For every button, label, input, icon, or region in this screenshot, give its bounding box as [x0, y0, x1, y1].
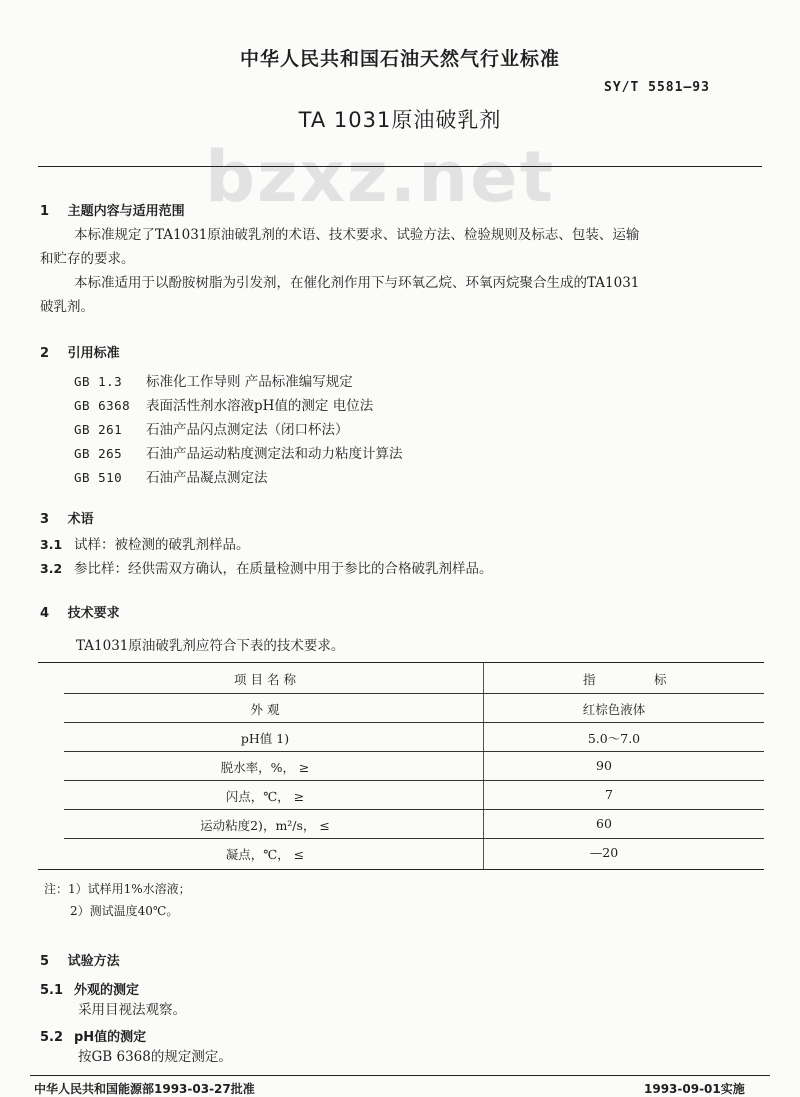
- section-1-title: 主题内容与适用范围: [67, 204, 185, 219]
- section-5-heading: [40, 950, 120, 969]
- table-row-item: 运动粘度2)，m²/s， ≤: [200, 818, 330, 833]
- section-2-heading: [40, 342, 120, 361]
- reference-title: 表面活性剂水溶液pH值的测定 电位法: [146, 398, 374, 414]
- subsection-5-2-heading: [40, 1026, 146, 1045]
- section-1-para1-line2: 和贮存的要求。: [40, 251, 135, 267]
- term-number: 3.1: [40, 537, 63, 552]
- table-row-item: 外 观: [250, 702, 280, 717]
- table-header-divider: [64, 693, 764, 694]
- reference-code: GB 261: [74, 422, 123, 437]
- section-4-title: 技术要求: [67, 606, 120, 621]
- subsection-5-1-number: 5.1: [40, 983, 64, 998]
- org-title: 中华人民共和国石油天然气行业标准: [239, 48, 560, 70]
- section-2-number: 2: [40, 346, 50, 361]
- table-row-value: 7: [605, 787, 613, 802]
- section-1-heading: [40, 200, 185, 219]
- reference-item: [74, 370, 353, 390]
- subsection-5-2-title: pH值的测定: [74, 1030, 147, 1045]
- table-row-item: pH值 1): [240, 731, 290, 746]
- section-4-intro: TA1031原油破乳剂应符合下表的技术要求。: [76, 638, 345, 654]
- section-5-number: 5: [40, 954, 50, 969]
- section-2-title: 引用标准: [67, 346, 120, 361]
- term-item: [40, 533, 250, 557]
- reference-title: 石油产品运动粘度测定法和动力粘度计算法: [146, 446, 403, 462]
- subsection-5-2-number: 5.2: [40, 1030, 64, 1045]
- term-item: [40, 557, 493, 581]
- table-row-divider: [64, 838, 764, 839]
- term-text: 参比样：经供需双方确认，在质量检测中用于参比的合格破乳剂样品。: [74, 561, 493, 577]
- reference-item: [74, 394, 373, 414]
- section-1-number: 1: [40, 204, 50, 219]
- standard-code: SY/T 5581—93: [604, 80, 710, 95]
- document-title: TA 1031原油破乳剂: [298, 108, 502, 132]
- reference-code: GB 1.3: [74, 374, 123, 389]
- subsection-5-1-text: 采用目视法观察。: [78, 1002, 186, 1018]
- section-1-para2-line2: 破乳剂。: [40, 299, 94, 315]
- section-4-heading: [40, 602, 120, 621]
- footer-rule: [30, 1075, 770, 1076]
- table-row-value: 60: [596, 816, 612, 831]
- term-number: 3.2: [40, 561, 63, 576]
- table-row-value: 90: [596, 758, 612, 773]
- section-3-number: 3: [40, 512, 50, 527]
- section-3-title: 术语: [67, 512, 94, 527]
- table-row-item: 闪点，℃， ≥: [225, 789, 305, 804]
- table-row-divider: [64, 809, 764, 810]
- term-text: 试样：被检测的破乳剂样品。: [74, 537, 250, 553]
- table-bottom-border: [38, 869, 764, 870]
- subsection-5-2-text: 按GB 6368的规定测定。: [78, 1049, 232, 1065]
- subsection-5-1-heading: [40, 979, 139, 998]
- reference-item: [74, 466, 268, 486]
- table-row-value: —20: [589, 845, 619, 860]
- watermark-text: bzxz.net: [204, 136, 556, 218]
- reference-item: [74, 418, 349, 438]
- section-1-para1-line1: 本标准规定了TA1031原油破乳剂的术语、技术要求、试验方法、检验规则及标志、包装、运输: [74, 227, 640, 243]
- reference-code: GB 265: [74, 446, 123, 461]
- approval-note: 中华人民共和国能源部1993-03-27批准: [34, 1082, 255, 1096]
- reference-title: 石油产品凝点测定法: [146, 470, 268, 486]
- table-row-divider: [64, 722, 764, 723]
- table-row-value: 5.0～7.0: [587, 731, 641, 746]
- table-header-spec-b: 标: [654, 672, 667, 687]
- table-note: 2）测试温度40℃。: [70, 904, 179, 918]
- reference-item: [74, 442, 403, 462]
- section-5-title: 试验方法: [67, 954, 120, 969]
- section-1-para2-line1: 本标准适用于以酚胺树脂为引发剂，在催化剂作用下与环氧乙烷、环氧丙烷聚合生成的TA1031: [74, 275, 640, 291]
- table-header-item: 项 目 名 称: [234, 672, 296, 687]
- table-row-divider: [64, 780, 764, 781]
- table-note: 注：1）试样用1%水溶液；: [44, 882, 191, 896]
- table-row-value: 红棕色液体: [582, 702, 646, 717]
- reference-title: 石油产品闪点测定法（闭口杯法）: [146, 422, 349, 438]
- table-header-spec-a: 指: [583, 672, 596, 687]
- table-row-item: 脱水率，%， ≥: [220, 760, 310, 775]
- table-top-border: [38, 662, 764, 663]
- reference-title: 标准化工作导则 产品标准编写规定: [146, 374, 353, 390]
- reference-code: GB 6368: [74, 398, 131, 413]
- reference-code: GB 510: [74, 470, 123, 485]
- section-4-number: 4: [40, 606, 50, 621]
- header-rule: [38, 166, 762, 167]
- implementation-date: 1993-09-01实施: [644, 1082, 745, 1096]
- table-row-item: 凝点，℃， ≤: [225, 847, 305, 862]
- section-3-heading: [40, 508, 94, 527]
- subsection-5-1-title: 外观的测定: [74, 983, 140, 998]
- table-row-divider: [64, 751, 764, 752]
